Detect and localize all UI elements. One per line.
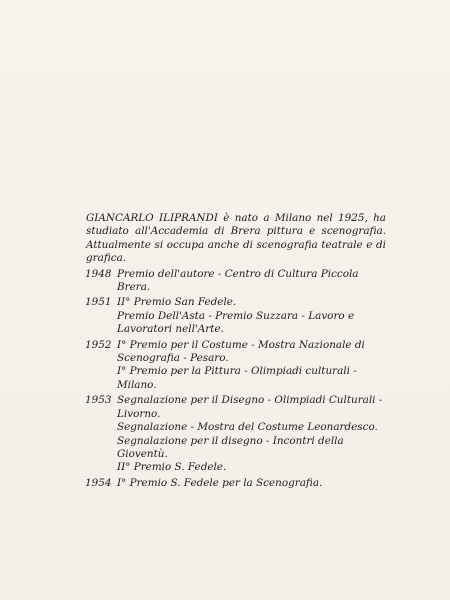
entry-year: 1954 (85, 476, 112, 489)
entry-item: II° Premio San Fedele. (117, 296, 237, 309)
entry-item: I° Premio S. Fedele per la Scenografia. (117, 476, 323, 489)
entry-1954 (86, 477, 386, 490)
entry-item: Segnalazione per il disegno - Incontri della Gioventù. (117, 434, 344, 460)
artist-name: GIANCARLO ILIPRANDI (86, 212, 218, 224)
entry-year: 1953 (85, 394, 112, 407)
entry-1952 (86, 339, 386, 393)
entry-1951 (86, 296, 386, 336)
entry-item: II° Premio S. Fedele. (117, 461, 227, 474)
entry-item: Segnalazione per il Disegno - Olimpiadi Culturali - Livorno. (117, 394, 383, 420)
entry-items (117, 268, 386, 295)
entry-item: Segnalazione - Mostra del Costume Leonardesco. (117, 421, 378, 434)
entry-items (117, 394, 386, 474)
intro-text: è nato a Milano nel 1925, ha studiato all'Accademia di Brera pittura e scenografia. Attualmente si occupa anche di scenografia teatrale e di grafica. (86, 212, 386, 265)
entry-items (117, 339, 386, 393)
entry-item: Premio dell'autore - Centro di Cultura Piccola Brera. (117, 267, 359, 294)
entry-item: I° Premio per la Pittura - Olimpiadi culturali - Milano. (117, 365, 357, 391)
entry-year: 1951 (85, 296, 112, 309)
intro-paragraph (86, 212, 386, 266)
entry-year: 1948 (85, 267, 112, 280)
biography-text (86, 212, 386, 490)
entry-item: Premio Dell'Asta - Premio Suzzara - Lavoro e Lavoratori nell'Arte. (117, 309, 355, 336)
entry-items (117, 296, 386, 336)
entry-items (117, 477, 386, 490)
entry-1948 (86, 268, 386, 295)
entry-1953 (86, 394, 386, 474)
entry-item: I° Premio per il Costume - Mostra Nazionale di Scenografia - Pesaro. (117, 338, 365, 365)
entry-year: 1952 (85, 338, 112, 351)
